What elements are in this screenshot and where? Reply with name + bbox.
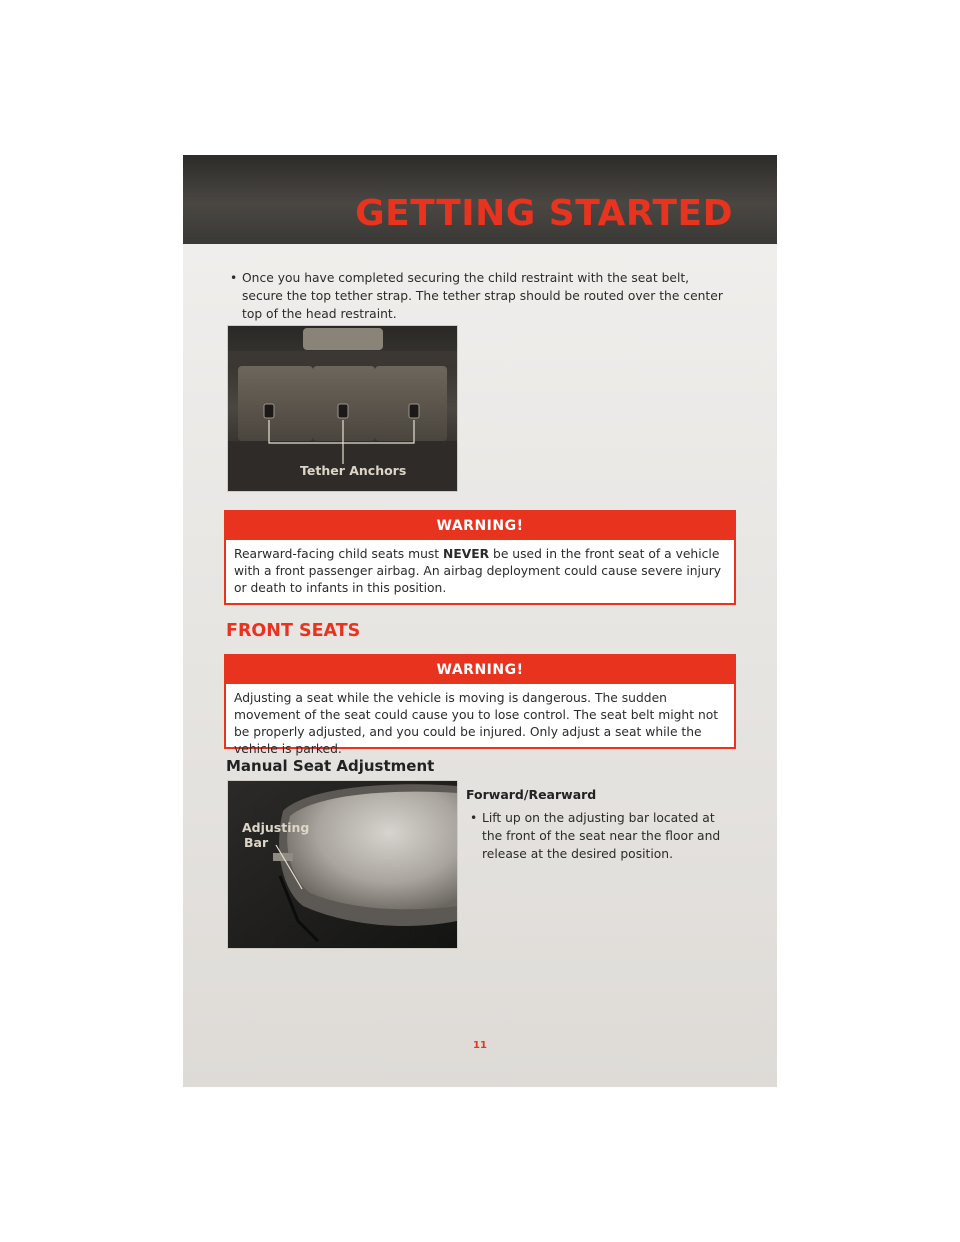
tether-anchors-label: Tether Anchors: [300, 463, 407, 478]
page-header: [183, 155, 777, 244]
adjusting-bar-label-line1: Adjusting: [242, 820, 310, 835]
manual-page: [183, 155, 777, 1087]
bullet-dot: •: [230, 271, 238, 285]
tether-instruction-text: Once you have completed securing the child restraint with the seat belt, secure the top tether strap. The tether strap should be routed over the center top of the head restraint.: [242, 271, 723, 321]
tether-anchors-photo: [227, 325, 458, 492]
warning-body: Adjusting a seat while the vehicle is moving is dangerous. The sudden movement of the seat could cause you to lose control. The seat belt might not be properly adjusted, and you could be injured. Only adjust a seat while the vehicle is parked.: [234, 691, 719, 756]
forward-rearward-heading: Forward/Rearward: [466, 787, 597, 802]
manual-seat-heading: Manual Seat Adjustment: [226, 757, 435, 775]
adjusting-bar-photo: [227, 780, 458, 949]
warning-box-seat-adjust: [224, 654, 736, 756]
front-seats-heading: FRONT SEATS: [226, 621, 361, 641]
warning-heading: WARNING!: [226, 512, 734, 540]
forward-rearward-bullet: [470, 809, 735, 869]
tether-bullet: [230, 269, 730, 329]
forward-rearward-text: Lift up on the adjusting bar located at the front of the seat near the floor and release at the desired position.: [482, 811, 721, 861]
bullet-dot: •: [470, 811, 478, 825]
warning-heading: WARNING!: [226, 656, 734, 684]
adjusting-bar-label-line2: Bar: [244, 835, 269, 850]
page-number: 11: [473, 1040, 487, 1051]
warning-text-start: Rearward-facing child seats must: [234, 547, 444, 561]
header-title: GETTING STARTED: [355, 193, 733, 234]
warning-text-end: be used in the front seat of a vehicle with a front passenger airbag. An airbag deployment could cause severe injury or death to infants in this position.: [234, 547, 722, 595]
warning-box-rearward: [224, 510, 736, 605]
warning-emphasis: NEVER: [443, 547, 490, 561]
front-seat-image: [228, 781, 457, 948]
warning-body: [226, 540, 734, 597]
